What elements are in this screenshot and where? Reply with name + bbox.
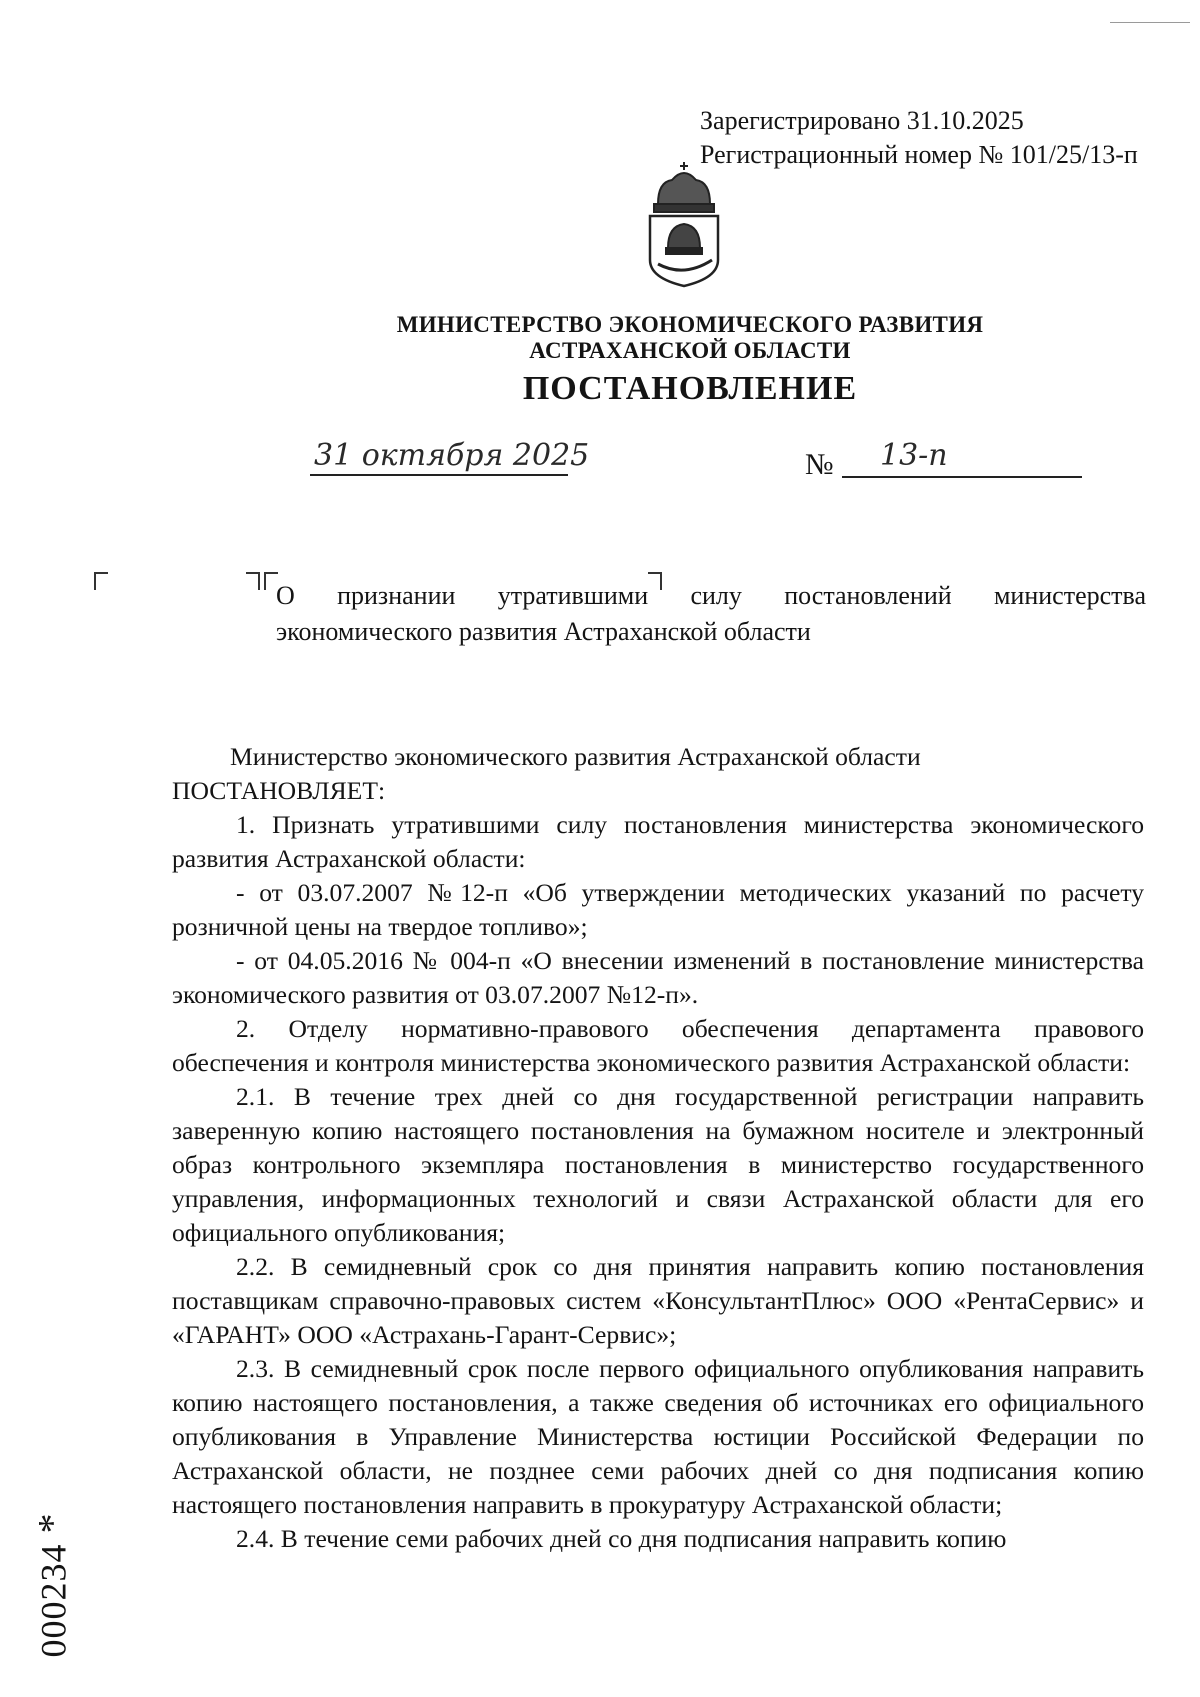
ministry-name-line2: АСТРАХАНСКОЙ ОБЛАСТИ (529, 338, 851, 363)
document-date: 31 октября 2025 (314, 438, 590, 473)
document-number: 13-п (880, 438, 948, 473)
clause-2-4: 2.4. В течение семи рабочих дней со дня подписания направить копию (236, 1524, 1007, 1553)
registration-number: Регистрационный номер № 101/25/13-п (700, 140, 1138, 169)
number-label: № (805, 448, 834, 481)
clause-2-3: 2.3. В семидневный срок после первого официального опубликования направить копию настоящего постановления, а также сведения об источниках его официального опубликования в Управление Министерства юстиции Российской Федерации по Астраханской области, не позднее семи рабочих дней со дня подписания копию настоящего постановления направить в прокуратуру Астраханской области; (172, 1354, 1144, 1519)
clause-2-2: 2.2. В семидневный срок со дня принятия направить копию постановления поставщикам справочно-правовых систем «КонсультантПлюс» ООО «РентаСервис» и «ГАРАНТ» ООО «Астрахань-Гарант-Сервис»; (172, 1252, 1144, 1349)
body-intro: Министерство экономического развития Астраханской области (230, 742, 921, 771)
clause-2: 2. Отделу нормативно-правового обеспечения департамента правового обеспечения и контроля министерства экономического развития Астраханской области: (172, 1014, 1144, 1077)
document-title: ПОСТАНОВЛЕНИЕ (522, 370, 858, 407)
body-resolves: ПОСТАНОВЛЯЕТ: (172, 776, 386, 805)
number-underline (842, 476, 1082, 478)
stamp-number: 000234 (33, 1543, 74, 1658)
side-stamp (12, 1480, 92, 1690)
registration-date: Зарегистрировано 31.10.2025 (700, 106, 1024, 135)
coat-of-arms-icon (644, 160, 724, 290)
clause-1: 1. Признать утратившими силу постановления министерства экономического развития Астраханской области: (172, 810, 1144, 873)
corner-bracket (246, 572, 260, 590)
clause-1a: - от 03.07.2007 №12-п «Об утверждении методических указаний по расчету розничной цены на твердое топливо»; (172, 878, 1144, 941)
document-subject: О признании утратившими силу постановлений министерства экономического развития Астраханской области (276, 581, 1146, 646)
corner-bracket (94, 572, 108, 590)
ministry-name-line1: МИНИСТЕРСТВО ЭКОНОМИЧЕСКОГО РАЗВИТИЯ (396, 312, 984, 337)
clause-1b: - от 04.05.2016 № 004-п «О внесении изменений в постановление министерства экономического развития от 03.07.2007 №12-п». (172, 946, 1144, 1009)
clause-2-1: 2.1. В течение трех дней со дня государственной регистрации направить заверенную копию настоящего постановления на бумажном носителе и электронный образ контрольного экземпляра постановления в министерство государственного управления, информационных технологий и связи Астраханской области для его официального опубликования; (172, 1082, 1144, 1247)
scan-edge-line (1110, 22, 1190, 23)
stamp-mark: * (29, 1512, 75, 1534)
date-underline (310, 474, 568, 476)
document-body (172, 740, 1144, 1556)
